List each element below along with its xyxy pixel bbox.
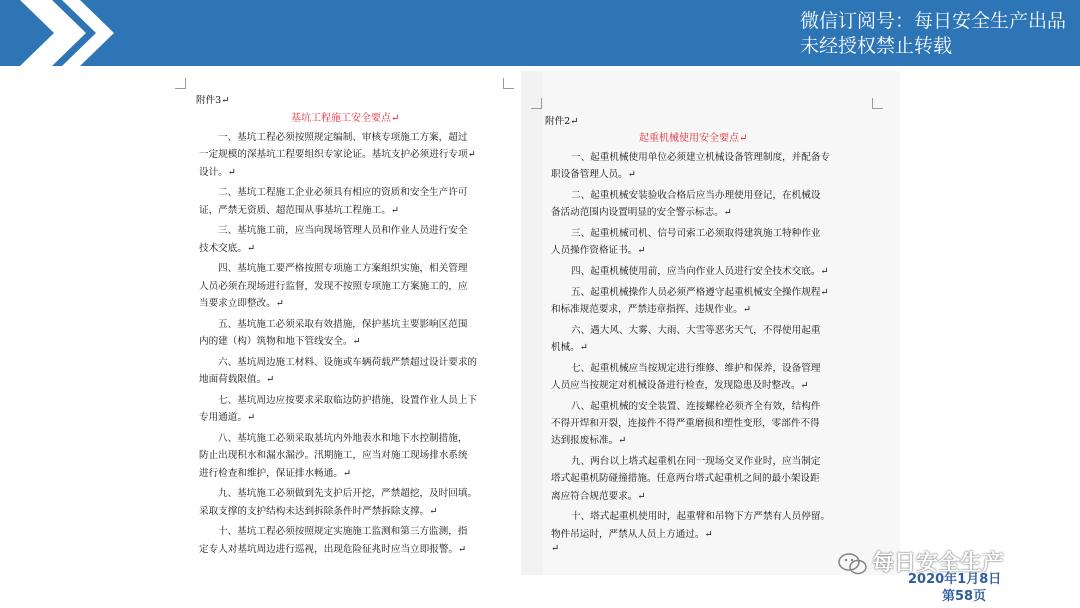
body-line: 五、基坑施工必须采取有效措施，保护基坑主要影响区范围	[218, 318, 468, 330]
body-line: 人员应当按规定对机械设备进行检查，发现隐患及时整改。↵	[551, 380, 809, 391]
right-page	[543, 71, 900, 575]
crop-mark	[503, 78, 514, 89]
body-line: 十、塔式起重机使用时，起重臂和吊物下方严禁有人员停留。	[571, 511, 831, 523]
body-line: 采取支撑的支护结构未达到拆除条件时严禁拆除支撑。↵	[199, 505, 438, 517]
body-line: 进行检查和维护，保证排水畅通。↵	[199, 467, 351, 479]
left-page	[163, 71, 521, 575]
body-line: 一定规模的深基坑工程要组织专家论证。基坑支护必须进行专项↵	[199, 149, 476, 161]
wechat-icon	[838, 552, 868, 576]
crop-mark	[531, 98, 542, 109]
crop-mark	[175, 78, 186, 89]
body-line: 达到报废标准。↵	[551, 435, 627, 447]
footer-date: 2020年1月8日	[908, 572, 1002, 587]
body-line: 三、基坑施工前，应当向现场管理人员和作业人员进行安全	[218, 225, 468, 237]
body-line: 防止出现积水和漏水漏沙。汛期施工，应当对施工现场排水系统	[199, 450, 468, 462]
body-line: 机械。↵	[551, 342, 588, 353]
left-page-title: 基坑工程施工安全要点↵	[291, 113, 400, 124]
body-line: 二、基坑工程施工企业必须具有相应的资质和安全生产许可	[218, 187, 468, 199]
body-line: 人员操作资格证书。↵	[551, 245, 646, 257]
banner-line-1: 微信订阅号：每日安全生产出品	[799, 10, 1066, 32]
body-line: 技术交底。↵	[199, 242, 256, 254]
body-line: 地面荷载限值。↵	[199, 374, 275, 386]
body-line: 当要求立即整改。↵	[199, 298, 284, 310]
body-line: 一、基坑工程必须按照规定编制、审核专项施工方案，超过	[218, 132, 468, 143]
body-line: 专用通道。↵	[199, 412, 256, 424]
body-line: 职设备管理人员。↵	[551, 169, 636, 181]
body-line: 物件吊运时，严禁从人员上方通过。↵	[551, 528, 713, 540]
banner-text	[800, 9, 1066, 59]
body-line: 设计。↵	[199, 166, 236, 178]
body-line: 六、遇大风、大雾、大雨、大雪等恶劣天气，不得使用起重	[571, 324, 821, 336]
body-line: 四、起重机械使用前，应当向作业人员进行安全技术交底。↵	[571, 266, 829, 277]
body-line: 三、起重机械司机、信号司索工必须取得建筑施工特种作业	[571, 228, 821, 239]
body-line: 七、基坑周边应按要求采取临边防护措施，设置作业人员上下	[218, 394, 478, 406]
body-line: 二、起重机械安装验收合格后应当办理使用登记，在机械设	[571, 190, 821, 201]
body-line: 人员必须在现场进行监督，发现不按照专项施工方案施工的，应	[199, 280, 468, 292]
body-line: 和标准规范要求，严禁违章指挥、违规作业。↵	[551, 304, 751, 315]
body-line: 四、基坑施工要严格按照专项施工方案组织实施，相关管理	[218, 263, 468, 275]
left-attachment-label: 附件3↵	[196, 95, 230, 106]
body-line: 九、两台以上塔式起重机在同一现场交叉作业时，应当制定	[571, 456, 821, 467]
chevron-arrows-icon	[0, 0, 140, 66]
body-line: 离应符合规范要求。↵	[551, 490, 646, 502]
body-line: 备活动范围内设置明显的安全警示标志。↵	[551, 207, 732, 219]
crop-mark	[872, 98, 883, 109]
body-line: 一、起重机械使用单位必须建立机械设备管理制度，并配备专	[571, 152, 831, 163]
body-line: 六、基坑周边施工材料、设施或车辆荷载严禁超过设计要求的	[218, 356, 478, 368]
body-line: 塔式起重机防碰撞措施。任意两台塔式起重机之间的最小架设距	[551, 473, 820, 485]
document-scan	[163, 71, 900, 575]
body-line: 八、起重机械的安全装置、连接螺栓必须齐全有效，结构件	[571, 400, 821, 412]
body-line: 证，严禁无资质、超范围从事基坑工程施工。↵	[199, 204, 399, 216]
body-line: ↵	[551, 543, 560, 555]
body-line: 七、起重机械应当按规定进行维修、维护和保养，设备管理	[571, 362, 821, 374]
header-banner	[0, 0, 1080, 66]
right-page-title: 起重机械使用安全要点↵	[639, 133, 748, 144]
body-line: 定专人对基坑周边进行巡视，出现危险征兆时应当立即报警。↵	[199, 543, 467, 555]
watermark-text: 每日安全生产	[872, 551, 1005, 576]
body-line: 内的建（构）筑物和地下管线安全。↵	[199, 336, 361, 348]
body-line: 九、基坑施工必须做到先支护后开挖，严禁超挖，及时回填。	[218, 488, 478, 500]
body-line: 八、基坑施工必须采取基坑内外地表水和地下水控制措施，	[218, 432, 468, 444]
body-line: 十、基坑工程必须按照规定实施施工监测和第三方监测，指	[218, 526, 468, 538]
footer-page-number: 第58页	[942, 589, 987, 604]
banner-line-2: 未经授权禁止转载	[799, 35, 952, 57]
right-attachment-label: 附件2↵	[545, 116, 579, 127]
body-line: 不得开焊和开裂，连接件不得严重磨损和塑性变形，零部件不得	[551, 418, 820, 429]
body-line: 五、起重机械操作人员必须严格遵守起重机械安全操作规程↵	[571, 286, 829, 298]
